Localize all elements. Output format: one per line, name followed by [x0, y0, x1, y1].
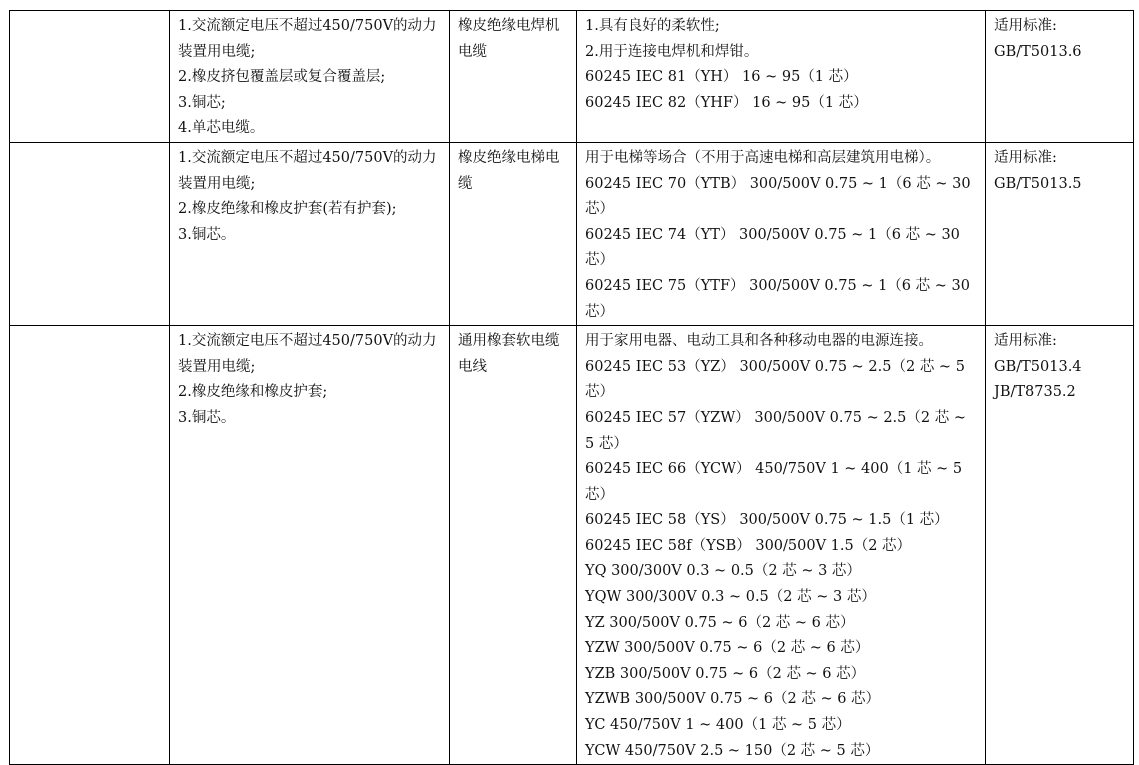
usage-line: 60245 IEC 70（YTB） 300/500V 0.75 ~ 1（6 芯 ~ 30 芯） — [585, 175, 971, 218]
standard-line: GB/T5013.4 — [994, 358, 1082, 375]
blank-cell — [10, 142, 170, 325]
feature-line: 3.铜芯; — [178, 94, 226, 111]
standard-line: GB/T5013.6 — [994, 43, 1082, 60]
standard-line: JB/T8735.2 — [994, 384, 1076, 401]
usage-line: 60245 IEC 82（YHF） 16 ~ 95（1 芯） — [585, 94, 868, 111]
usage-line: YZW 300/500V 0.75 ~ 6（2 芯 ~ 6 芯） — [585, 640, 870, 657]
standards-cell — [986, 326, 1134, 765]
usage-line: 60245 IEC 58f（YSB） 300/500V 1.5（2 芯） — [585, 537, 912, 554]
cable-name-cell: 橡皮绝缘电焊机电缆 — [450, 11, 577, 143]
standard-line: 适用标准: — [994, 149, 1057, 166]
usage-line: YZWB 300/500V 0.75 ~ 6（2 芯 ~ 6 芯） — [585, 691, 881, 708]
feature-line: 2.橡皮绝缘和橡皮护套(若有护套); — [178, 201, 397, 218]
feature-line: 3.铜芯。 — [178, 226, 236, 243]
feature-line: 1.交流额定电压不超过450/750V的动力装置用电缆; — [178, 333, 437, 375]
usage-line: YZB 300/500V 0.75 ~ 6（2 芯 ~ 6 芯） — [585, 665, 866, 682]
features-cell — [170, 326, 450, 765]
usage-line: 用于电梯等场合（不用于高速电梯和高层建筑用电梯）。 — [585, 149, 941, 166]
standard-line: GB/T5013.5 — [994, 175, 1082, 192]
feature-line: 1.交流额定电压不超过450/750V的动力装置用电缆; — [178, 149, 437, 192]
table-row — [10, 326, 1134, 765]
cable-name-cell: 通用橡套软电缆电线 — [450, 326, 577, 765]
standards-cell — [986, 11, 1134, 143]
usage-line: 用于家用电器、电动工具和各种移动电器的电源连接。 — [585, 333, 933, 350]
usage-line: 60245 IEC 74（YT） 300/500V 0.75 ~ 1（6 芯 ~ 30 芯） — [585, 226, 960, 269]
cable-spec-table — [9, 10, 1134, 765]
usage-cell — [577, 11, 986, 143]
feature-line: 2.橡皮绝缘和橡皮护套; — [178, 384, 328, 401]
usage-line: 60245 IEC 81（YH） 16 ~ 95（1 芯） — [585, 69, 858, 86]
cable-name-cell: 橡皮绝缘电梯电缆 — [450, 142, 577, 325]
usage-line: YZ 300/500V 0.75 ~ 6（2 芯 ~ 6 芯） — [585, 614, 855, 631]
usage-line: YCW 450/750V 2.5 ~ 150（2 芯 ~ 5 芯） — [585, 742, 880, 759]
usage-line: 1.具有良好的柔软性; — [585, 18, 720, 34]
table-row — [10, 11, 1134, 143]
usage-line: 60245 IEC 66（YCW） 450/750V 1 ~ 400（1 芯 ~ 5 芯） — [585, 461, 963, 503]
usage-line: 2.用于连接电焊机和焊钳。 — [585, 43, 759, 60]
blank-cell — [10, 11, 170, 143]
usage-cell — [577, 326, 986, 765]
usage-line: YQ 300/300V 0.3 ~ 0.5（2 芯 ~ 3 芯） — [585, 563, 861, 580]
usage-line: YC 450/750V 1 ~ 400（1 芯 ~ 5 芯） — [585, 717, 851, 734]
usage-line: 60245 IEC 57（YZW） 300/500V 0.75 ~ 2.5（2 芯 ~ 5 芯） — [585, 409, 966, 452]
usage-line: YQW 300/300V 0.3 ~ 0.5（2 芯 ~ 3 芯） — [585, 589, 876, 606]
usage-line: 60245 IEC 75（YTF） 300/500V 0.75 ~ 1（6 芯 ~ 30 芯） — [585, 277, 970, 320]
features-cell — [170, 142, 450, 325]
feature-line: 2.橡皮挤包覆盖层或复合覆盖层; — [178, 69, 386, 86]
blank-cell — [10, 326, 170, 765]
features-cell — [170, 11, 450, 143]
feature-line: 3.铜芯。 — [178, 409, 236, 426]
standards-cell — [986, 142, 1134, 325]
usage-line: 60245 IEC 58（YS） 300/500V 0.75 ~ 1.5（1 芯） — [585, 512, 949, 529]
feature-line: 4.单芯电缆。 — [178, 120, 265, 137]
standard-line: 适用标准: — [994, 333, 1057, 350]
standard-line: 适用标准: — [994, 18, 1057, 34]
usage-line: 60245 IEC 53（YZ） 300/500V 0.75 ~ 2.5（2 芯 ~ 5 芯） — [585, 358, 965, 401]
feature-line: 1.交流额定电压不超过450/750V的动力装置用电缆; — [178, 18, 437, 60]
usage-cell — [577, 142, 986, 325]
table-row — [10, 142, 1134, 325]
